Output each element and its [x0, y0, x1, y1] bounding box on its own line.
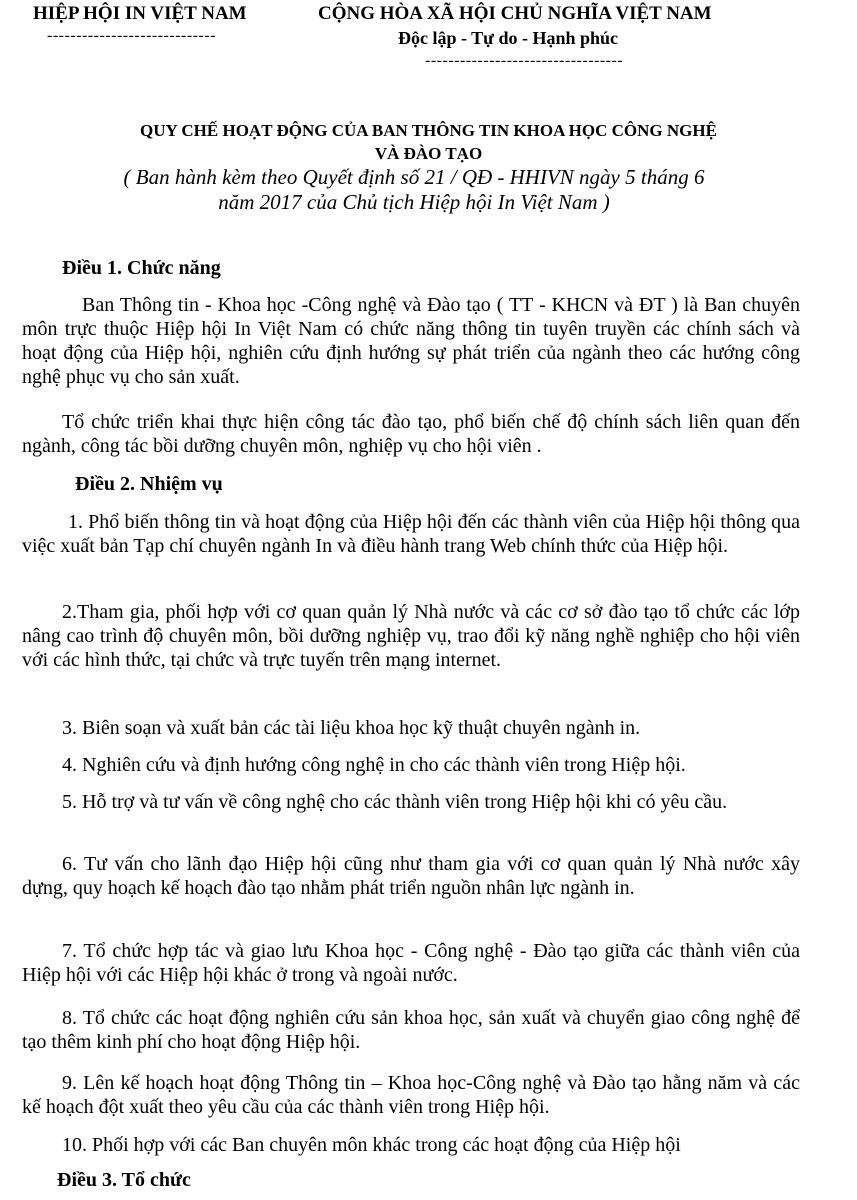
country-name: CỘNG HÒA XÃ HỘI CHỦ NGHĨA VIỆT NAM [318, 3, 712, 24]
article2-heading: Điều 2. Nhiệm vụ [75, 473, 223, 495]
article2-item-2: 2.Tham gia, phối hợp với cơ quan quản lý Nhà nước và các cơ sở đào tạo tổ chức các lớp nâng cao trình độ chuyên môn, bồi dưỡng nghiệp vụ, trao đổi kỹ năng nghề nghiệp cho hội viên với các hình thức, tại chức và trực tuyến trên mạng internet. [22, 601, 800, 671]
article2-item-1: 1. Phổ biến thông tin và hoạt động của Hiệp hội đến các thành viên của Hiệp hội thông qua việc xuất bản Tạp chí chuyên ngành In và điều hành trang Web chính thức của Hiệp hội. [22, 511, 800, 557]
article1-paragraph-2: Tổ chức triển khai thực hiện công tác đào tạo, phổ biến chế độ chính sách liên quan đến ngành, công tác bồi dưỡng chuyên môn, nghiệp vụ cho hội viên . [22, 411, 800, 457]
article1-heading: Điều 1. Chức năng [62, 257, 221, 279]
document-subtitle-line1: ( Ban hành kèm theo Quyết định số 21 / QĐ - HHIVN ngày 5 tháng 6 [123, 165, 705, 189]
document-subtitle-line2: năm 2017 của Chủ tịch Hiệp hội In Việt Nam ) [218, 190, 610, 214]
document-title-line2: VÀ ĐÀO TẠO [374, 144, 483, 163]
article3-heading: Điều 3. Tổ chức [57, 1169, 191, 1191]
article2-item-9: 9. Lên kế hoạch hoạt động Thông tin – Khoa học-Công nghệ và Đào tạo hằng năm và các kế hoạch đột xuất theo yêu cầu của các thành viên trong Hiệp hội. [22, 1072, 800, 1118]
motto-divider: ---------------------------------- [425, 52, 624, 69]
article2-item-8: 8. Tổ chức các hoạt động nghiên cứu sản khoa học, sản xuất và chuyển giao công nghệ để tạo thêm kinh phí cho hoạt động Hiệp hội. [22, 1007, 800, 1053]
national-motto: Độc lập - Tự do - Hạnh phúc [398, 28, 619, 48]
article2-item-5: 5. Hỗ trợ và tư vấn về công nghệ cho các thành viên trong Hiệp hội khi có yêu cầu. [62, 791, 728, 813]
article2-item-6: 6. Tư vấn cho lãnh đạo Hiệp hội cũng như tham gia với cơ quan quản lý Nhà nước xây dựng, quy hoạch kế hoạch đào tạo nhằm phát triển nguồn nhân lực ngành in. [22, 853, 800, 899]
organization-divider: ----------------------------- [47, 27, 217, 44]
article2-item-10: 10. Phối hợp với các Ban chuyên môn khác trong các hoạt động của Hiệp hội [62, 1134, 681, 1156]
article1-paragraph-1: Ban Thông tin - Khoa học -Công nghệ và Đào tạo ( TT - KHCN và ĐT ) là Ban chuyên môn trực thuộc Hiệp hội In Việt Nam có chức năng thông tin tuyên truyền các chính sách và hoạt động của Hiệp hội, nghiên cứu định hướng sự phát triển của ngành theo các hướng công nghệ phục vụ cho sản xuất. [22, 294, 800, 388]
document-title-line1: QUY CHẾ HOẠT ĐỘNG CỦA BAN THÔNG TIN KHOA HỌC CÔNG NGHỆ [140, 121, 717, 140]
article2-item-4: 4. Nghiên cứu và định hướng công nghệ in cho các thành viên trong Hiệp hội. [62, 754, 686, 776]
article2-item-3: 3. Biên soạn và xuất bản các tài liệu khoa học kỹ thuật chuyên ngành in. [62, 717, 641, 739]
organization-name: HIỆP HỘI IN VIỆT NAM [33, 3, 247, 24]
article2-item-7: 7. Tổ chức hợp tác và giao lưu Khoa học - Công nghệ - Đào tạo giữa các thành viên của Hiệp hội với các Hiệp hội khác ở trong và ngoài nước. [22, 940, 800, 986]
